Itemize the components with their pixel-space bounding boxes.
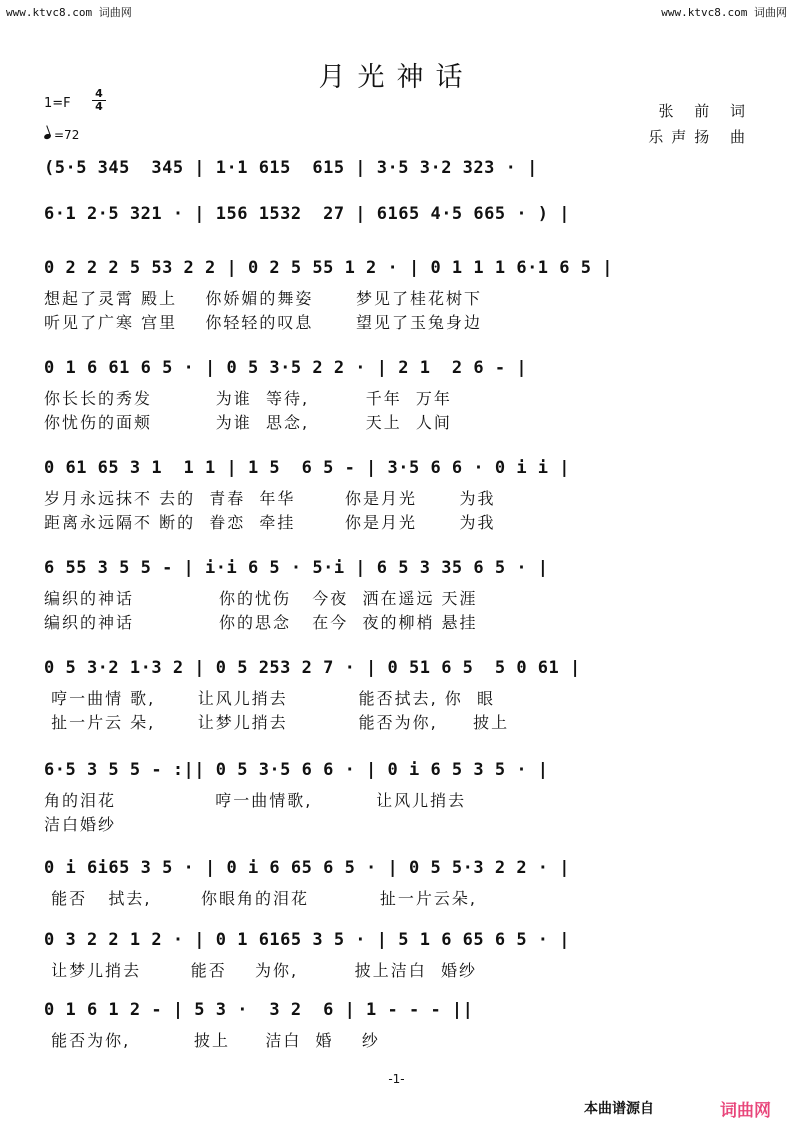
notation-line: 0 2 2 2 5 53 2 2 | 0 2 5 55 1 2 · | 0 1 1 1 6·1 6 5 | [44,258,613,278]
watermark-left[interactable]: www.ktvc8.com 词曲网 [6,6,132,19]
lyric-line: 想起了灵霄 殿上 你娇媚的舞姿 梦见了桂花树下 [44,289,482,308]
notation-system [44,158,754,198]
notation-line: 0 3 2 2 1 2 · | 0 1 6165 3 5 · | 5 1 6 65 6 5 · | [44,930,571,950]
composer-credit: 乐声扬 曲 [648,128,753,146]
time-signature [92,88,106,113]
notation-line: 0 5 3·2 1·3 2 | 0 5 253 2 7 · | 0 51 6 5 5 0 61 | [44,658,581,678]
notation-line: 0 61 65 3 1 1 1 | 1 5 6 5 - | 3·5 6 6 · 0 i i | [44,458,571,478]
notation-line: 6·1 2·5 321 · | 156 1532 27 | 6165 4·5 665 · ) | [44,204,571,224]
lyric-line: 你长长的秀发 为谁 等待, 千年 万年 [44,389,452,408]
notation-system [44,930,754,980]
footer-source: 本曲谱源自 [584,1101,654,1117]
notation-system [44,760,754,834]
notation-line: 0 i 6i65 3 5 · | 0 i 6 65 6 5 · | 0 5 5·3 2 2 · | [44,858,571,878]
time-signature-bottom: 4 [92,100,106,113]
notation-line: 0 1 6 61 6 5 · | 0 5 3·5 2 2 · | 2 1 2 6 - | [44,358,528,378]
song-title: 月光神话 [318,62,475,93]
notation-system [44,358,754,432]
lyric-line: 扯一片云 朵, 让梦儿捎去 能否为你, 披上 [44,713,510,732]
footer-logo[interactable]: 词曲网 [720,1101,771,1121]
key-signature: 1=F [44,96,71,111]
lyric-line: 岁月永远抹不 去的 青春 年华 你是月光 为我 [44,489,496,508]
notation-system [44,204,754,244]
tempo-value: =72 [54,128,80,142]
notation-line: (5·5 345 345 | 1·1 615 615 | 3·5 3·2 323 · | [44,158,538,178]
lyric-line: 能否为你, 披上 洁白 婚 纱 [44,1031,380,1050]
lyric-line: 哼一曲情 歌, 让风儿捎去 能否拭去, 你 眼 [44,689,495,708]
lyric-line: 编织的神话 你的思念 在今 夜的柳梢 悬挂 [44,613,478,632]
lyric-line: 你忧伤的面颊 为谁 思念, 天上 人间 [44,413,452,432]
lyric-line: 角的泪花 哼一曲情歌, 让风儿捎去 [44,791,467,810]
lyricist-credit: 张 前 词 [658,102,753,120]
watermark-right[interactable]: www.ktvc8.com 词曲网 [661,6,787,19]
notation-system [44,658,754,732]
notation-line: 0 1 6 1 2 - | 5 3 · 3 2 6 | 1 - - - || [44,1000,474,1020]
lyric-line: 能否 拭去, 你眼角的泪花 扯一片云朵, [44,889,477,908]
lyric-line: 让梦儿捎去 能否 为你, 披上洁白 婚纱 [44,961,477,980]
notation-system [44,858,754,908]
tempo-marking [44,128,79,142]
lyric-line: 距离永远隔不 断的 眷恋 牵挂 你是月光 为我 [44,513,496,532]
notation-system [44,1000,754,1050]
lyric-line: 洁白婚纱 [44,815,117,834]
quarter-note-icon [43,133,51,140]
notation-system [44,458,754,532]
notation-system [44,258,754,332]
notation-line: 6 55 3 5 5 - | i·i 6 5 · 5·i | 6 5 3 35 6 5 · | [44,558,549,578]
notation-line: 6·5 3 5 5 - :|| 0 5 3·5 6 6 · | 0 i 6 5 3 5 · | [44,760,549,780]
notation-system [44,558,754,632]
page-number: -1- [388,1072,405,1086]
lyric-line: 听见了广寒 宫里 你轻轻的叹息 望见了玉兔身边 [44,313,482,332]
time-signature-top: 4 [95,87,103,100]
lyric-line: 编织的神话 你的忧伤 今夜 洒在遥远 天涯 [44,589,478,608]
